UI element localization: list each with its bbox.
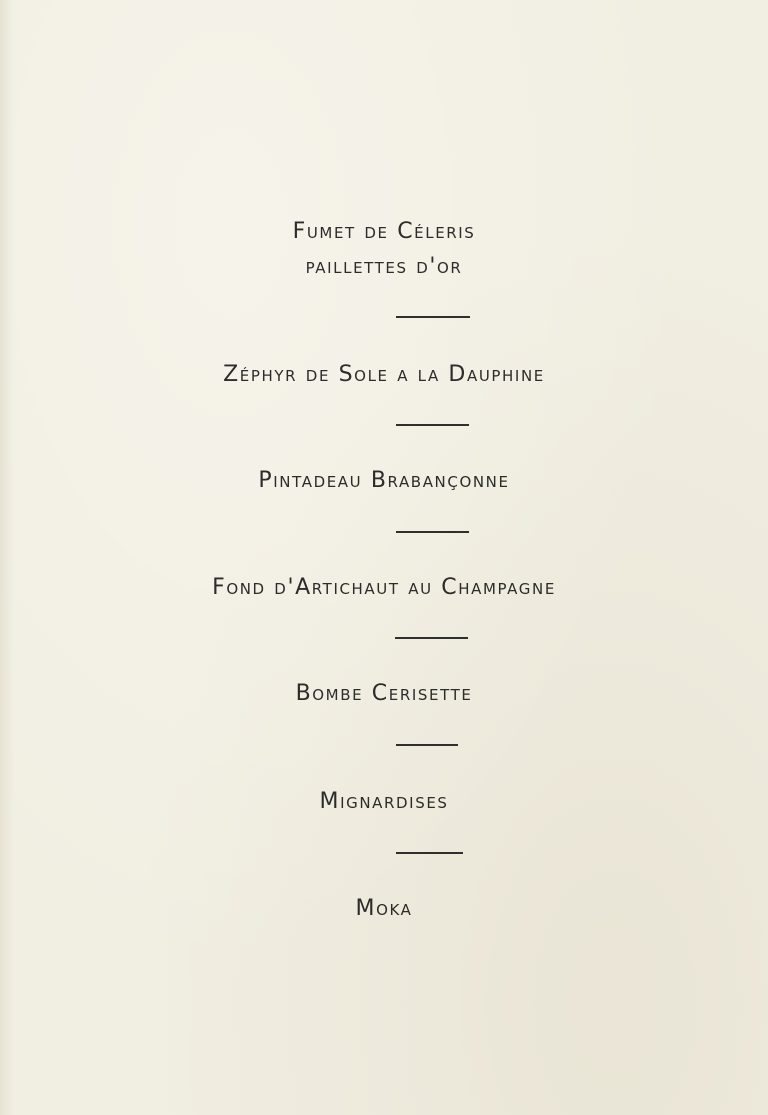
course-6: Mignardises: [319, 789, 449, 814]
course-1-line-1: Fumet de Céleris: [292, 219, 476, 244]
divider-5: [396, 744, 458, 746]
course-1-line-2: paillettes d'or: [305, 254, 463, 279]
paper-edge: [0, 0, 14, 1115]
course-5: Bombe Cerisette: [295, 681, 473, 706]
course-7: Moka: [355, 896, 413, 921]
divider-6: [396, 852, 463, 854]
divider-1: [396, 316, 470, 318]
course-2: Zéphyr de Sole a la Dauphine: [223, 362, 545, 387]
divider-4: [395, 637, 468, 639]
divider-2: [396, 424, 469, 426]
course-3: Pintadeau Brabançonne: [258, 468, 510, 493]
course-4: Fond d'Artichaut au Champagne: [212, 575, 556, 600]
divider-3: [396, 531, 469, 533]
